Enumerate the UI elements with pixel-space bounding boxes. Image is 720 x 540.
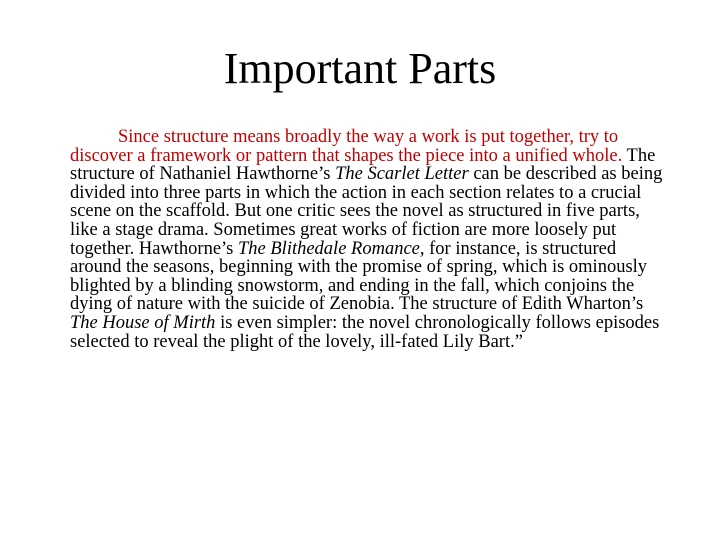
body-text-segment: , for instance, is structured around the seasons, beginning with the promise of spring, which is ominously blighted by a blinding snowstorm, and ending in the fall, which conjoins the dying of nature with the suicide of Zenobia. The structure of Edith Wharton’s [70,238,648,315]
body-text-segment: The structure of Nathaniel Hawthorne’s [70,145,656,185]
body-text-segment: is even simpler: the novel chronologically follows episodes selected to reveal the plight of the lovely, ill-fated Lily Bart.” [70,312,660,352]
body-text-segment: can be described as being divided into three parts in which the action in each section relates to a crucial scene on the scaffold. But one critic sees the novel as structured in five parts, like a stage drama. Sometimes great works of fiction are more loosely put together. Hawthorne’s [70,164,663,259]
highlighted-intro-text: Since structure means broadly the way a work is put together, try to discover a framework or pattern that shapes the piece into a unified whole. [70,127,623,166]
body-paragraph [70,128,670,351]
book-title-scarlet-letter: The Scarlet Letter [335,164,469,185]
book-title-house-of-mirth: The House of Mirth [70,312,216,333]
book-title-blithedale-romance: The Blithedale Romance [238,238,420,259]
slide-title: Important Parts [223,44,497,93]
